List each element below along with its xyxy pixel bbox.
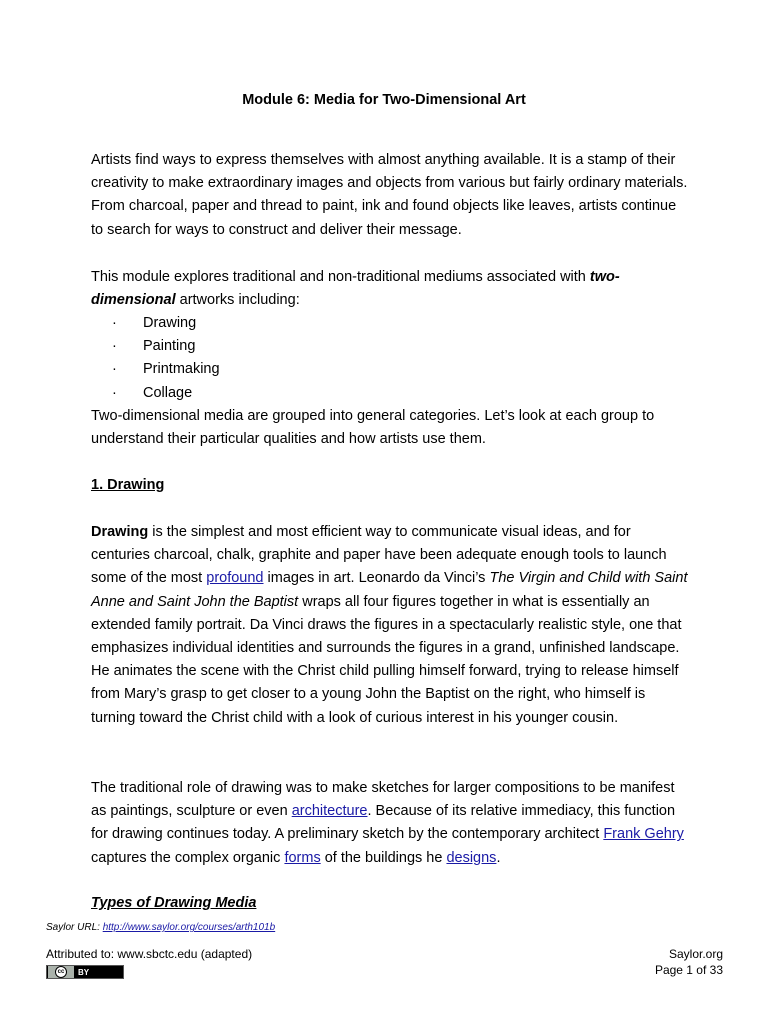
medium-list: [91, 312, 220, 405]
cc-by-license-badge[interactable]: [46, 965, 124, 979]
drawing-paragraph: [91, 521, 691, 730]
profound-link[interactable]: profound: [206, 570, 264, 587]
by-label: BY: [78, 967, 90, 977]
categories-paragraph: Two-dimensional media are grouped into general categories. Let’s look at each group to understand their particular qualities and how artists use them.: [91, 408, 655, 448]
frank-gehry-link[interactable]: Frank Gehry: [603, 826, 684, 843]
bullet-glyph: ·: [112, 338, 117, 355]
drawing-term: Drawing: [91, 524, 149, 540]
role-text-b: . Because of its relative immediacy, this function for drawing continues today. A preliminary sketch by the contemporary architect: [91, 803, 676, 843]
artwork-title: The Virgin and Child with Saint Anne and Saint John the Baptist: [91, 570, 688, 610]
cc-icon: [48, 966, 74, 978]
two-dimensional-emphasis: two-dimensional: [91, 269, 620, 309]
list-item-label: Painting: [143, 338, 196, 355]
drawing-text-a: is the simplest and most efficient way to communicate visual ideas, and for centuries charcoal, chalk, graphite and paper have been adequate enough tools to launch some of the most: [91, 524, 667, 587]
list-item-label: Collage: [143, 384, 193, 401]
list-item: [91, 312, 220, 335]
bullet-glyph: ·: [112, 361, 117, 378]
architecture-link[interactable]: architecture: [291, 803, 368, 820]
drawing-text-b: images in art. Leonardo da Vinci’s: [263, 570, 490, 587]
forms-link[interactable]: forms: [284, 849, 321, 866]
bullet-glyph: ·: [112, 384, 117, 401]
list-item-label: Printmaking: [143, 361, 220, 378]
list-item: [91, 335, 220, 358]
saylor-url-link[interactable]: http://www.saylor.org/courses/arth101b: [102, 922, 276, 933]
role-text-e: .: [496, 849, 501, 866]
traditional-role-paragraph: [91, 777, 691, 870]
list-item: [91, 358, 220, 381]
list-item-label: Drawing: [143, 315, 197, 331]
drawing-text-c: wraps all four figures together in what is essentially an extended family portrait. Da Vinci draws the figures in a spectacularly realistic style, one that emphasizes individual identities and surrounds the figures in a grand, unfinished landscape. He animates the scene with the Christ child pulling himself forward, trying to release himself from Mary’s grasp to get closer to a young John the Baptist on the right, who himself is turning toward the Christ child with a look of curious interest in his younger cousin.: [91, 593, 682, 726]
module-overview-paragraph: [91, 266, 691, 312]
section-heading-drawing: 1. Drawing: [91, 477, 165, 493]
subheading-types-of-drawing-media: Types of Drawing Media: [91, 895, 257, 911]
site-name: Saylor.org: [668, 947, 723, 961]
overview-text-after: artworks including:: [175, 292, 300, 309]
page-number: Page 1 of 33: [654, 963, 723, 977]
saylor-url-label: Saylor URL:: [46, 922, 103, 933]
bullet-glyph: ·: [112, 315, 117, 331]
overview-text-before: This module explores traditional and non-traditional mediums associated with: [91, 269, 590, 285]
saylor-url-line: [46, 922, 275, 933]
designs-link[interactable]: designs: [446, 849, 497, 866]
list-item: [91, 382, 220, 405]
intro-paragraph: Artists find ways to express themselves with almost anything available. It is a stamp of their creativity to make extraordinary images and objects from various but fairly ordinary materials. From charcoal, paper and thread to paint, ink and found objects like leaves, artists continue to search for ways to construct and deliver their message.: [91, 152, 688, 238]
page-title: Module 6: Media for Two-Dimensional Art: [242, 92, 526, 108]
role-text-c: captures the complex organic: [91, 849, 285, 866]
role-text-d: of the buildings he: [320, 849, 447, 866]
cc-icon-label: cc: [55, 966, 67, 978]
attribution-text: Attributed to: www.sbctc.edu (adapted): [46, 947, 253, 961]
role-text-a: The traditional role of drawing was to make sketches for larger compositions to be manifest as paintings, sculpture or even: [91, 780, 675, 820]
